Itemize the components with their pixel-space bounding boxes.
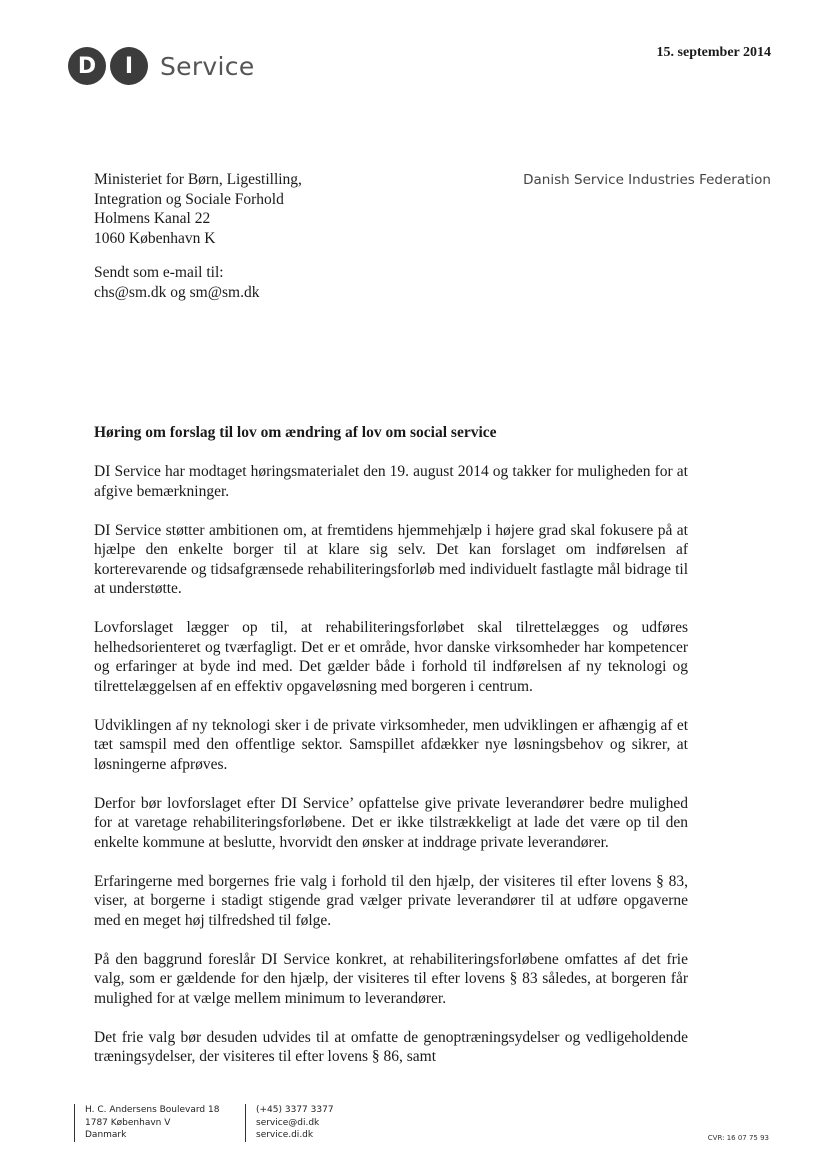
letter-body	[94, 462, 688, 1086]
footer-address-line: H. C. Andersens Boulevard 18	[85, 1105, 220, 1115]
recipient-address	[94, 170, 302, 248]
sent-emails: chs@sm.dk og sm@sm.dk	[94, 283, 260, 301]
body-paragraph: Udviklingen af ny teknologi sker i de private virksomheder, men udviklingen er afhængig af et tæt samspil med den offentlige sektor. Samspillet afdækker nye løsningsbehov og sikrer, at løsningerne afprøves.	[94, 716, 688, 773]
footer-cvr: CVR: 16 07 75 93	[707, 1134, 769, 1142]
body-paragraph: Det frie valg bør desuden udvides til at omfatte de genoptræningsydelser og vedligeholdende træningsydelser, der visiteres til efter lovens § 86, samt	[94, 1028, 688, 1065]
footer-address	[74, 1104, 219, 1142]
body-paragraph: DI Service støtter ambitionen om, at fremtidens hjemmehjælp i højere grad skal fokusere på at hjælpe den enkelte borger til at klare sig selv. Det kan forslaget om indførelsen af korterevarende og tidsafgrænsede rehabiliteringsforløb med individuelt fastlagte mål bidrage til at understøtte.	[94, 521, 688, 597]
body-paragraph: DI Service har modtaget høringsmaterialet den 19. august 2014 og takker for muligheden for at afgive bemærkninger.	[94, 463, 688, 500]
body-paragraph: Erfaringerne med borgernes frie valg i forhold til den hjælp, der visiteres til efter lovens § 83, viser, at borgerne i stadigt stigende grad vælger private leverandører til at udføre opgaverne med en meget høj tilfredshed til følge.	[94, 872, 688, 929]
body-paragraph: Lovforslaget lægger op til, at rehabiliteringsforløbet skal tilrettelægges og udføres helhedsorienteret og tværfagligt. Det er et område, hvor danske virksomheder har kompetencer og erfaringer at byde ind med. Det gælder både i forhold til indførelsen af ny teknologi og tilrettelæggelsen af en effektiv opgaveløsning med borgeren i centrum.	[94, 619, 688, 695]
sent-label: Sendt som e-mail til:	[94, 264, 224, 281]
recipient-line: 1060 København K	[94, 229, 216, 247]
logo-letter-i: I	[110, 47, 148, 85]
di-service-logo	[68, 47, 255, 85]
logo-wordmark: Service	[160, 51, 255, 81]
footer-phone: (+45) 3377 3377	[256, 1105, 334, 1115]
recipient-line: Holmens Kanal 22	[94, 210, 211, 227]
footer-website-link[interactable]: service.di.dk	[256, 1130, 314, 1140]
sent-via-email	[94, 263, 259, 302]
footer-address-line: 1787 København V	[85, 1117, 171, 1128]
body-paragraph: Derfor bør lovforslaget efter DI Service’ opfattelse give private leverandører bedre mulighed for at varetage rehabiliteringsforløbene. Det er ikke tilstrækkeligt at lade det være op til den enkelte kommune at beslutte, hvorvidt den ønsker at inddrage private leverandører.	[94, 794, 688, 851]
logo-letter-d: D	[68, 47, 106, 85]
body-paragraph: På den baggrund foreslår DI Service konkret, at rehabiliteringsforløbene omfattes af det frie valg, som er gældende for den hjælp, der visiteres til efter lovens § 83 således, at borgeren får mulighed for at vælge mellem minimum to leverandører.	[94, 950, 688, 1007]
footer-email-link[interactable]: service@di.dk	[256, 1117, 320, 1128]
recipient-line: Integration og Sociale Forhold	[94, 190, 284, 208]
sender-federation: Danish Service Industries Federation	[523, 172, 771, 188]
footer-address-line: Danmark	[85, 1130, 127, 1140]
footer-contact	[245, 1104, 334, 1142]
letter-date: 15. september 2014	[656, 45, 771, 60]
recipient-line: Ministeriet for Børn, Ligestilling,	[94, 171, 302, 188]
letter-subject: Høring om forslag til lov om ændring af lov om social service	[94, 424, 497, 441]
